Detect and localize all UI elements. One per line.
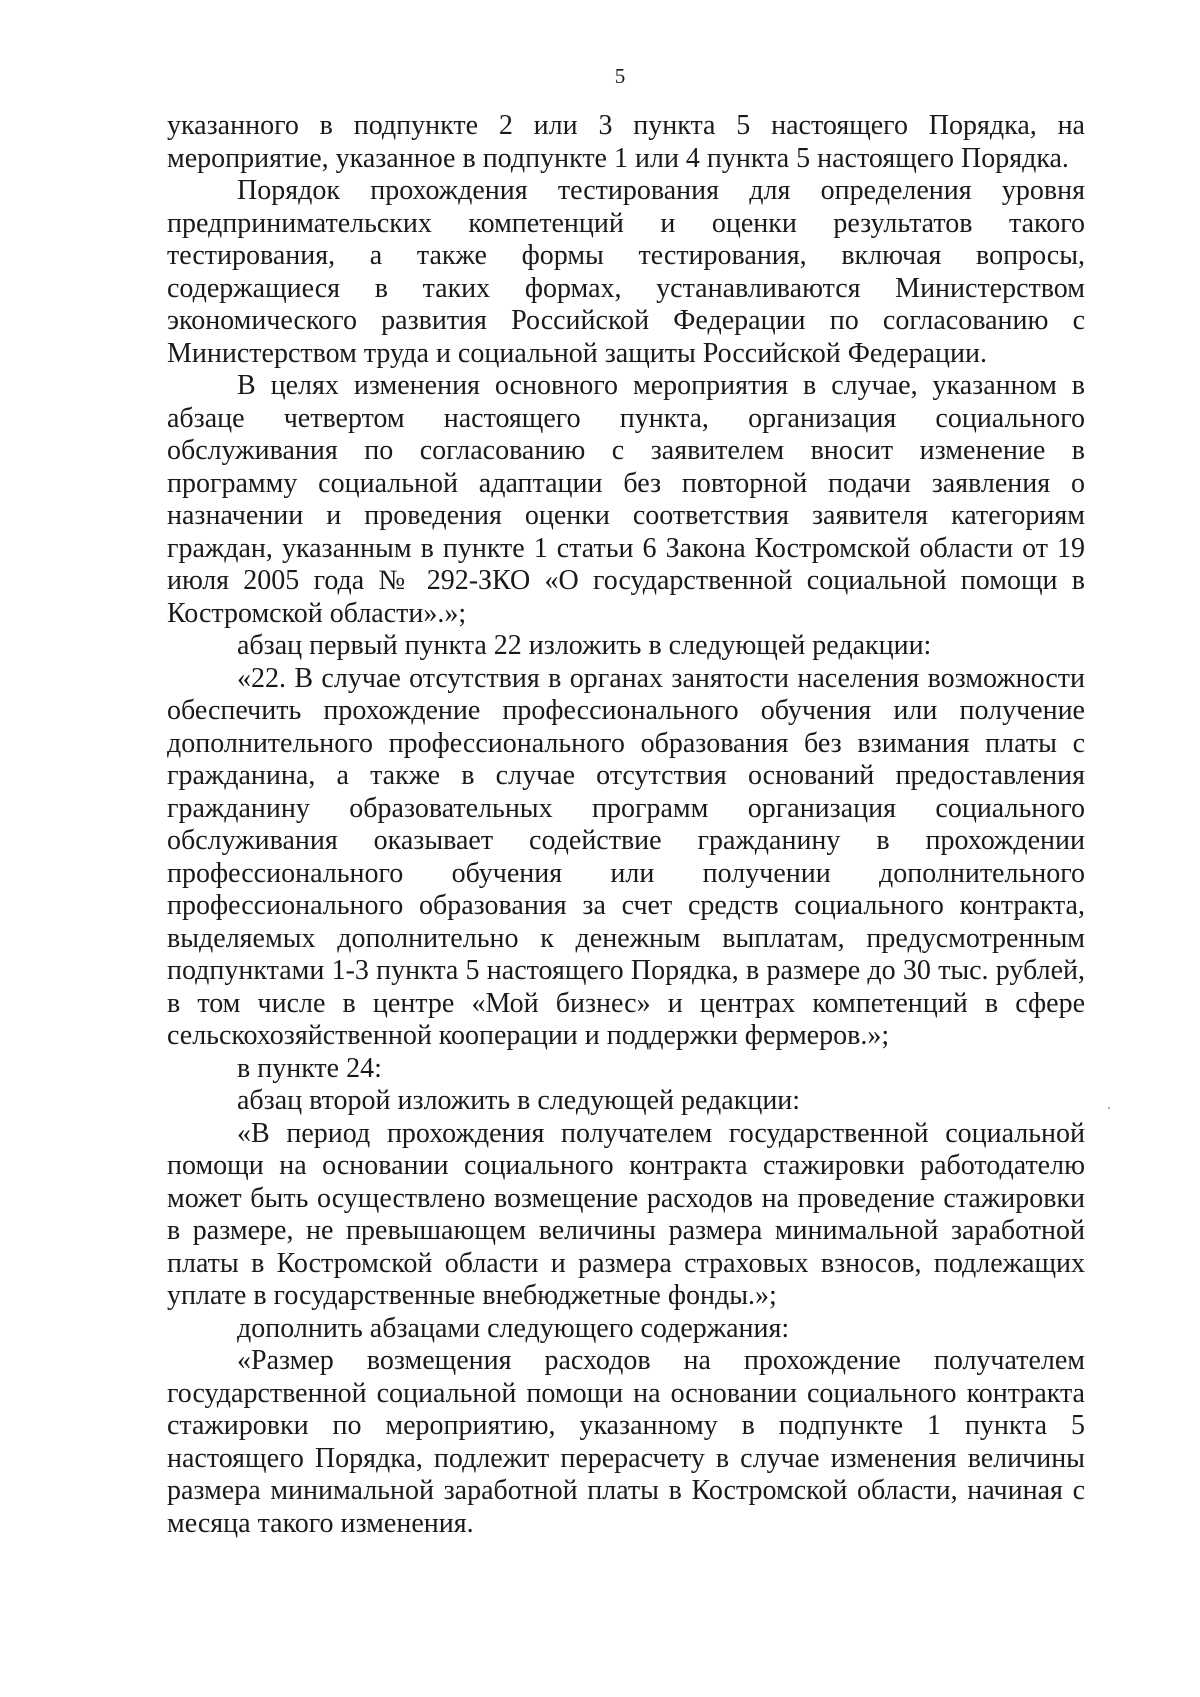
paragraph-internship-reimbursement: «В период прохождения получателем государственной социальной помощи на основании социального контракта стажировки работодателю может быть осуществлено возмещение расходов на проведение стажировки в размере, не превышающем величины размера минимальной заработной платы в Костромской области и размера страховых взносов, подлежащих уплате в государственные внебюджетные фонды.»; [167,1117,1085,1311]
paragraph-testing-procedure: Порядок прохождения тестирования для определения уровня предпринимательских компетенций и оценки результатов такого тестирования, а также формы тестирования, включая вопросы, содержащиеся в таких формах, устанавливаются Министерством экономического развития Российской Федерации по согласованию с Министерством труда и социальной защиты Российской Федерации. [167,175,1085,369]
paragraph-reimbursement-recalculation: «Размер возмещения расходов на прохождение получателем государственной социальной помощи на основании социального контракта стажировки по мероприятию, указанному в подпункте 1 пункта 5 настоящего Порядка, подлежит перерасчету в случае изменения величины размера минимальной заработной платы в Костромской области, начиная с месяца такого изменения. [167,1345,1085,1539]
paragraph-amend-second-abzac-intro: абзац второй изложить в следующей редакции: [237,1085,801,1116]
scan-speck [1108,1107,1110,1109]
paragraph-supplement-intro: дополнить абзацами следующего содержания: [237,1312,790,1344]
page-number: 5 [614,64,626,88]
paragraph-continuation: указанного в подпункте 2 или 3 пункта 5 настоящего Порядка, на мероприятие, указанное в подпункте 1 или 4 пункта 5 настоящего Порядка. [167,110,1085,174]
paragraph-amend-point-22-intro: абзац первый пункта 22 изложить в следующей редакции: [237,630,932,661]
paragraph-change-main-activity: В целях изменения основного мероприятия в случае, указанном в абзаце четвертом настоящего пункта, организация социального обслуживания по согласованию с заявителем вносит изменение в программу социальной адаптации без повторной подачи заявления о назначении и проведения оценки соответствия заявителя категориям граждан, указанным в пункте 1 статьи 6 Закона Костромской области от 19 июля 2005 года № 292-ЗКО «О государственной социальной помощи в Костромской области».»; [167,370,1085,629]
document-body [167,110,1085,1540]
paragraph-point-24-intro: в пункте 24: [237,1052,382,1084]
paragraph-point-22-text: «22. В случае отсутствия в органах занятости населения возможности обеспечить прохождение профессионального обучения или получение дополнительного профессионального образования без взимания платы с гражданина, а также в случае отсутствия оснований предоставления гражданину образовательных программ организация социального обслуживания оказывает содействие гражданину в прохождении профессионального обучения или получении дополнительного профессионального образования за счет средств социального контракта, выделяемых дополнительно к денежным выплатам, предусмотренным подпунктами 1-3 пункта 5 настоящего Порядка, в размере до 30 тыс. рублей, в том числе в центре «Мой бизнес» и центрах компетенций в сфере сельскохозяйственной кооперации и поддержки фермеров.»; [167,662,1085,1051]
